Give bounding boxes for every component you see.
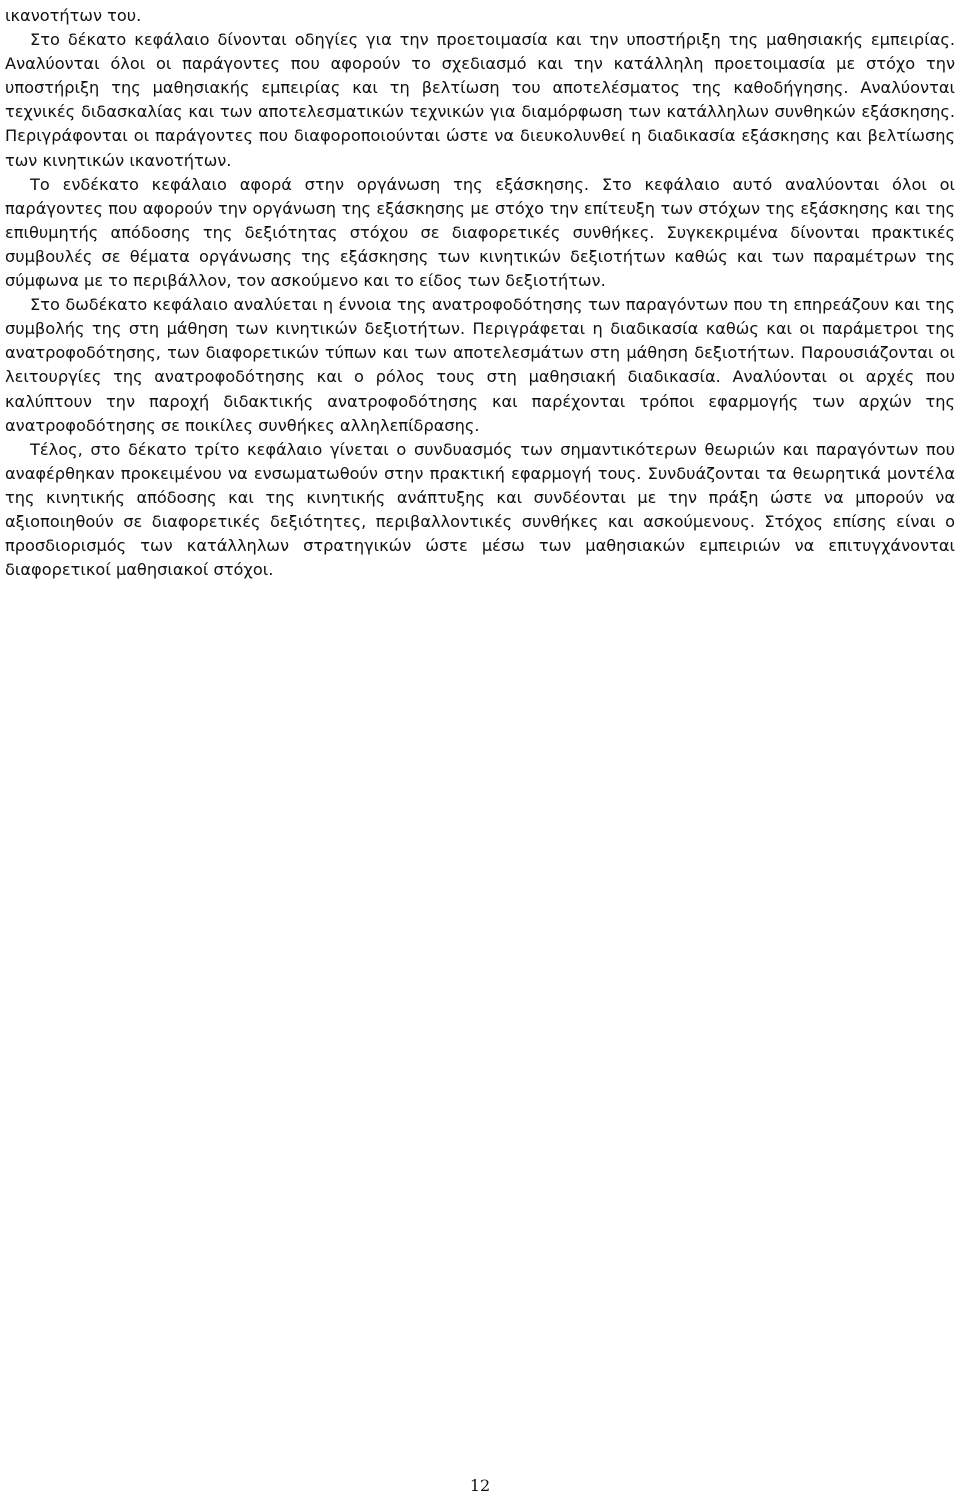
document-body bbox=[5, 4, 955, 582]
paragraph-continuation: ικανοτήτων του. bbox=[5, 6, 142, 25]
paragraph-chapter-thirteen: Τέλος, στο δέκατο τρίτο κεφάλαιο γίνεται ο συνδυασμός των σημαντικότερων θεωριών και παραγόντων που αναφέρθηκαν προκειμένου να ενσωματωθούν στην πρακτική εφαρμογή τους. Συνδυάζονται τα θεωρητικά μοντέλα της κινητικής απόδοσης και της κινητικής ανάπτυξης και συνδέονται με την πράξη ώστε να μπορούν να αξιοποιηθούν σε διαφορετικές δεξιότητες, περιβαλλοντικές συνθήκες και ασκούμενους. Στόχος επίσης είναι ο προσδιορισμός των κατάλληλων στρατηγικών ώστε μέσω των μαθησιακών εμπειριών να επιτυγχάνονται διαφορετικοί μαθησιακοί στόχοι. bbox=[5, 439, 955, 580]
paragraph-chapter-eleven: Το ενδέκατο κεφάλαιο αφορά στην οργάνωση της εξάσκησης. Στο κεφάλαιο αυτό αναλύονται όλοι οι παράγοντες που αφορούν την οργάνωση της εξάσκησης με στόχο την επίτευξη των στόχων της εξάσκησης και της επιθυμητής απόδοσης της δεξιότητας στόχου σε διαφορετικές συνθήκες. Συγκεκριμένα δίνονται πρακτικές συμβουλές σε θέματα οργάνωσης της εξάσκησης των κινητικών δεξιοτήτων καθώς και των παραμέτρων της σύμφωνα με το περιβάλλον, τον ασκούμενο και το είδος των δεξιοτήτων. bbox=[5, 174, 955, 291]
paragraph-chapter-twelve: Στο δωδέκατο κεφάλαιο αναλύεται η έννοια της ανατροφοδότησης των παραγόντων που τη επηρεάζουν και της συμβολής της στη μάθηση των κινητικών δεξιοτήτων. Περιγράφεται η διαδικασία καθώς και οι παράμετροι της ανατροφοδότησης, των διαφορετικών τύπων και των αποτελεσμάτων στη μάθηση δεξιοτήτων. Παρουσιάζονται οι λειτουργίες της ανατροφοδότησης και ο ρόλος τους στη μαθησιακή διαδικασία. Αναλύονται οι αρχές που καλύπτουν την παροχή διδακτικής ανατροφοδότησης και παρέχονται τρόποι εφαρμογής των αρχών της ανατροφοδότησης σε ποικίλες συνθήκες αλληλεπίδρασης. bbox=[5, 295, 955, 435]
paragraph-chapter-ten: Στο δέκατο κεφάλαιο δίνονται οδηγίες για την προετοιμασία και την υποστήριξη της μαθησιακής εμπειρίας. Αναλύονται όλοι οι παράγοντες που αφορούν το σχεδιασμό και την κατάλληλη προετοιμασία με στόχο την υποστήριξη της μαθησιακής εμπειρίας και τη βελτίωση του αποτελέσματος της καθοδήγησης. Αναλύονται τεχνικές διδασκαλίας και των αποτελεσματικών τεχνικών για διαμόρφωση των κατάλληλων συνθηκών εξάσκησης. Περιγράφονται οι παράγοντες που διαφοροποιούνται ώστε να διευκολυνθεί η διαδικασία εξάσκησης και βελτίωσης των κινητικών ικανοτήτων. bbox=[5, 30, 955, 170]
page-number: 12 bbox=[469, 1476, 491, 1495]
